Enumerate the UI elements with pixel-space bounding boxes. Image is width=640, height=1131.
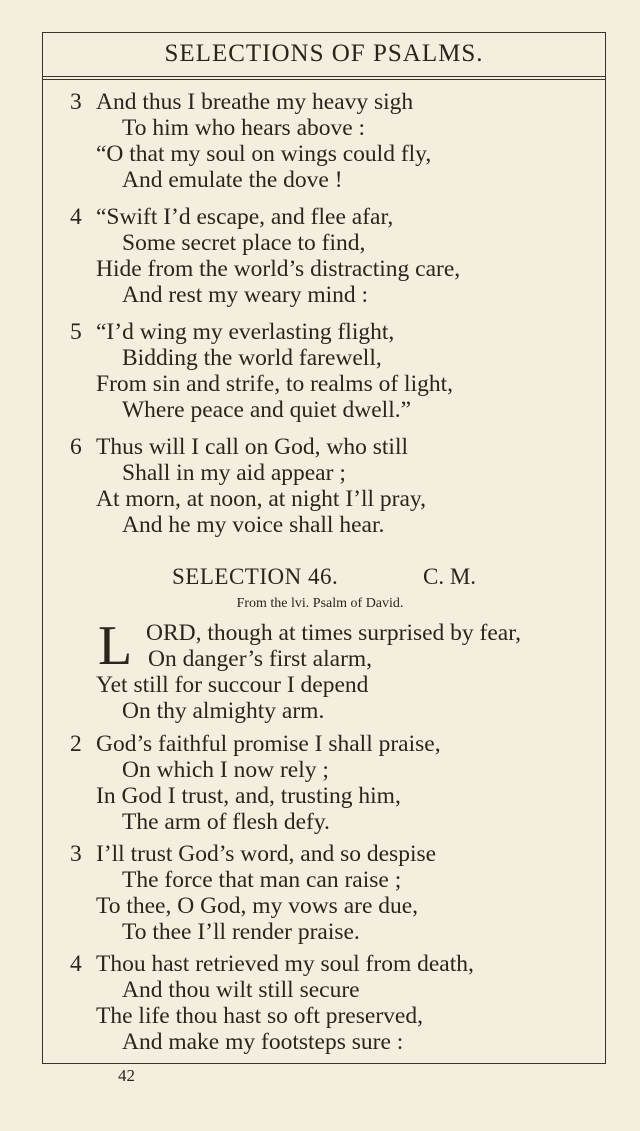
verse-line: Where peace and quiet dwell.” bbox=[122, 397, 412, 423]
verse-line: On which I now rely ; bbox=[122, 757, 329, 783]
verse-line: To him who hears above : bbox=[122, 115, 366, 141]
verse-line: Yet still for succour I depend bbox=[96, 672, 369, 698]
verse-line: Hide from the world’s distracting care, bbox=[96, 256, 461, 282]
verse-line: Shall in my aid appear ; bbox=[122, 460, 346, 486]
page-number: 42 bbox=[118, 1066, 135, 1085]
verse-number: 6 bbox=[70, 434, 82, 460]
selection-source: From the lvi. Psalm of David. bbox=[236, 596, 404, 611]
verse-line: ORD, though at times surprised by fear, bbox=[146, 620, 521, 646]
verse-number: 5 bbox=[70, 319, 82, 345]
verse-line: Thus will I call on God, who still bbox=[96, 434, 409, 460]
verse-line: At morn, at noon, at night I’ll pray, bbox=[96, 486, 427, 512]
verse-line: Some secret place to find, bbox=[122, 230, 366, 256]
verse-number: 2 bbox=[70, 731, 82, 757]
verse-line: And emulate the dove ! bbox=[122, 167, 343, 193]
verse-line: In God I trust, and, trusting him, bbox=[96, 783, 401, 809]
verse-number: 4 bbox=[70, 951, 82, 977]
verse-line: And make my footsteps sure : bbox=[122, 1029, 404, 1055]
verse-line: On thy almighty arm. bbox=[122, 698, 325, 724]
verse-number: 4 bbox=[70, 204, 82, 230]
verse-line: And he my voice shall hear. bbox=[122, 512, 385, 538]
verse-line: From sin and strife, to realms of light, bbox=[96, 371, 454, 397]
running-header: SELECTIONS OF PSALMS. bbox=[164, 40, 484, 67]
verse-line: Bidding the world farewell, bbox=[122, 345, 382, 371]
verse-line: “O that my soul on wings could fly, bbox=[96, 141, 432, 167]
verse-number: 3 bbox=[70, 841, 82, 867]
selection-meter: C. M. bbox=[423, 564, 477, 589]
verse-line: God’s faithful promise I shall praise, bbox=[96, 731, 441, 757]
verse-line: I’ll trust God’s word, and so despise bbox=[96, 841, 437, 867]
verse-line: The life thou hast so oft preserved, bbox=[96, 1003, 423, 1029]
verse-line: “I’d wing my everlasting flight, bbox=[96, 319, 395, 345]
verse-number: 3 bbox=[70, 89, 82, 115]
verse-line: The arm of flesh defy. bbox=[122, 809, 330, 835]
selection-title: SELECTION 46. bbox=[172, 564, 339, 589]
verse-line: And thou wilt still secure bbox=[122, 977, 360, 1003]
verse-line: To thee, O God, my vows are due, bbox=[96, 893, 419, 919]
header-rule-inner bbox=[43, 79, 605, 80]
verse-line: And rest my weary mind : bbox=[122, 282, 369, 308]
verse-line: On danger’s first alarm, bbox=[148, 646, 373, 672]
verse-line: And thus I breathe my heavy sigh bbox=[96, 89, 414, 115]
verse-line: “Swift I’d escape, and flee afar, bbox=[96, 204, 394, 230]
drop-cap: L bbox=[98, 615, 133, 677]
verse-line: Thou hast retrieved my soul from death, bbox=[96, 951, 474, 977]
verse-line: To thee I’ll render praise. bbox=[122, 919, 360, 945]
header-rule bbox=[43, 76, 605, 77]
verse-line: The force that man can raise ; bbox=[122, 867, 402, 893]
